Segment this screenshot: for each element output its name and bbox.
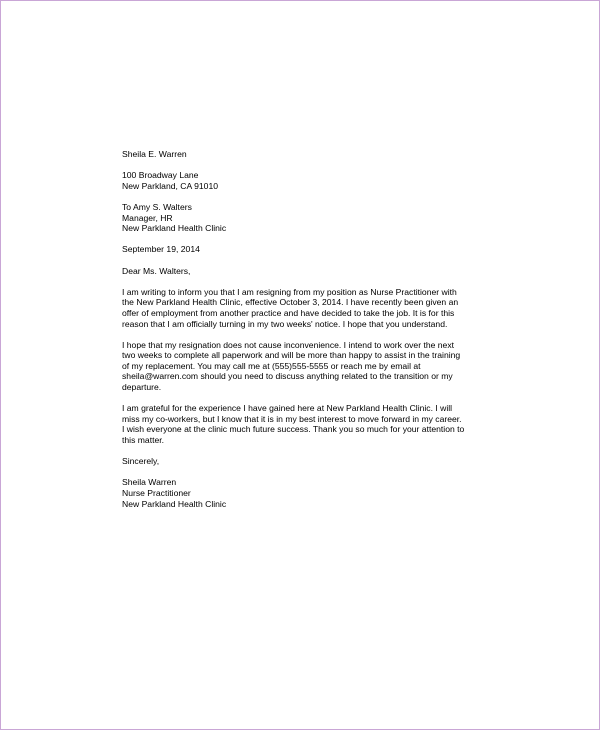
letter-date: September 19, 2014	[122, 244, 200, 255]
signature-block	[122, 477, 484, 509]
signature-name: Sheila Warren	[122, 477, 177, 488]
closing-block	[122, 456, 484, 467]
sender-name: Sheila E. Warren	[122, 149, 187, 159]
recipient-line1: To Amy S. Walters	[122, 201, 192, 212]
paragraph-line: the New Parkland Health Clinic, effective October 3, 2014. I have recently been given an	[122, 297, 459, 308]
paragraph-line: I am writing to inform you that I am resigning from my position as Nurse Practitioner with	[122, 286, 457, 297]
resignation-letter	[122, 149, 484, 520]
paragraph-line: I am grateful for the experience I have gained here at New Parkland Health Clinic. I will	[122, 403, 453, 414]
signature-title: Nurse Practitioner	[122, 488, 191, 498]
paragraph-line: departure.	[122, 382, 162, 393]
paragraph-line: this matter.	[122, 435, 165, 446]
closing: Sincerely,	[122, 456, 160, 467]
paragraph-line: offer of employment from another practice and have decided to take the job. It is for this	[122, 307, 455, 318]
sender-block	[122, 149, 484, 160]
sender-address	[122, 170, 484, 191]
body-paragraph-1	[122, 287, 484, 329]
body-paragraph-3	[122, 403, 484, 445]
paragraph-line: of my replacement. You may call me at (555)555-5555 or reach me by email at	[122, 360, 421, 371]
paragraph-line: I wish everyone at the clinic much future success. Thank you so much for your attention to	[122, 424, 465, 435]
paragraph-line: I hope that my resignation does not cause inconvenience. I intend to work over the next	[122, 339, 455, 350]
date-block	[122, 244, 484, 255]
paragraph-line: miss my co-workers, but I know that it is in my best interest to move forward in my career.	[122, 413, 462, 424]
recipient-line2: Manager, HR	[122, 212, 173, 223]
body-paragraph-2	[122, 340, 484, 393]
recipient-block	[122, 202, 484, 234]
signature-organization: New Parkland Health Clinic	[122, 498, 227, 509]
recipient-line3: New Parkland Health Clinic	[122, 223, 227, 234]
salutation: Dear Ms. Walters,	[122, 265, 191, 276]
salutation-block	[122, 266, 484, 277]
sender-address-line1: 100 Broadway Lane	[122, 170, 199, 181]
paragraph-line: two weeks to complete all paperwork and will be more than happy to assist in the training	[122, 350, 461, 361]
sender-address-line2: New Parkland, CA 91010	[122, 180, 219, 191]
paragraph-line: reason that I am officially turning in my two weeks' notice. I hope that you understand.	[122, 318, 448, 329]
paragraph-line: sheila@warren.com should you need to discuss anything related to the transition or my	[122, 371, 453, 382]
